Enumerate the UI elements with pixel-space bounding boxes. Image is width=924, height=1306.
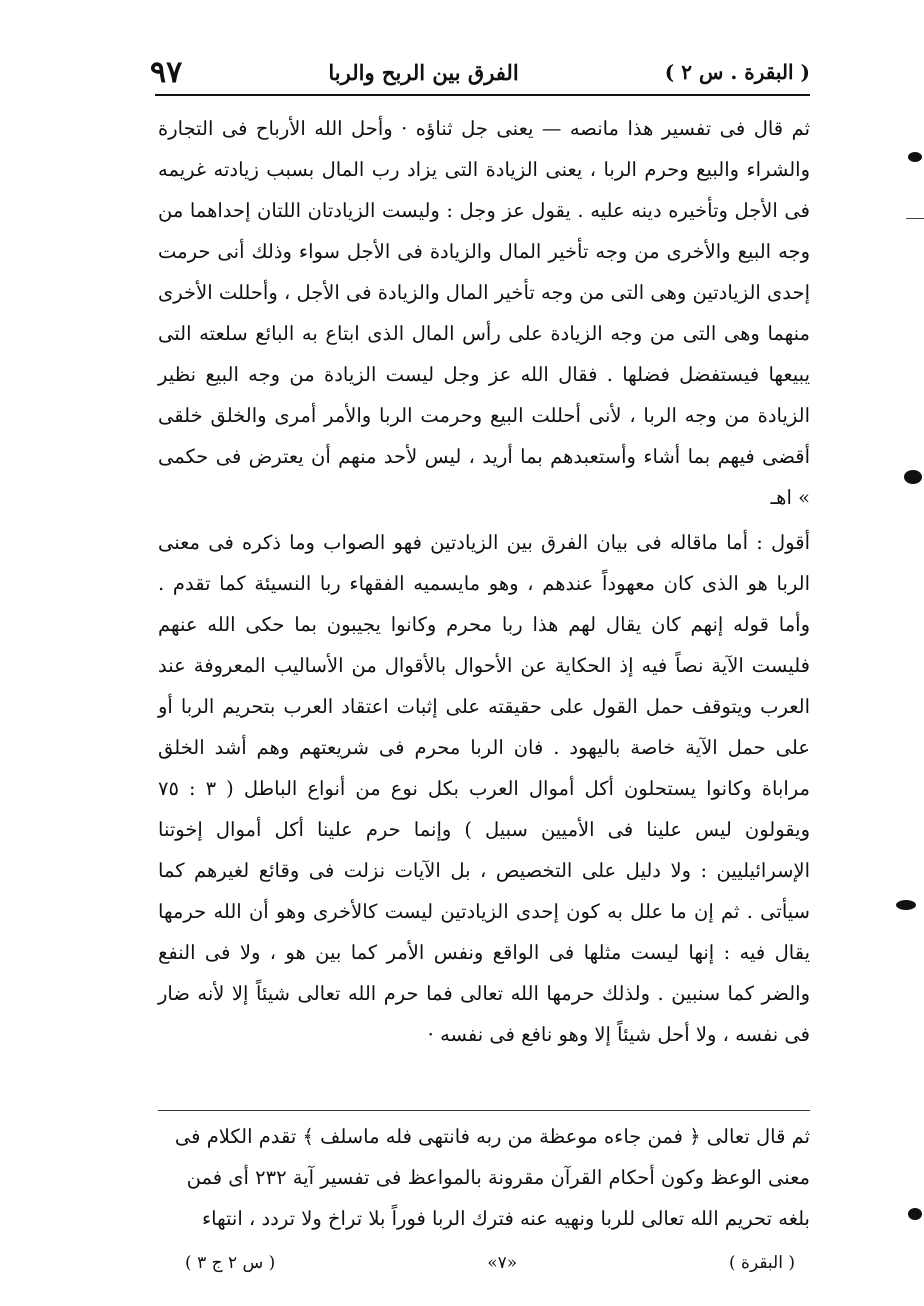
section-separator [158,1110,810,1111]
scan-mark [896,900,916,910]
paragraph-3: ثم قال تعالى ﴿ فمن جاءه موعظة من ربه فانتهى فله ماسلف ﴾ تقدم الكلام فى معنى الوعظ وكون أحكام القرآن مقرونة بالمواعظ فى تفسير آية ٢٣٢ أى فمن بلغه تحريم الله تعالى للربا ونهيه عنه فترك الربا فوراً بلا تراخ ولا تردد ، انتهاء [174,1125,810,1230]
scan-mark [908,1208,922,1220]
header-sura: ( البقرة . س ٢ ) [664,60,810,84]
scan-mark [908,152,922,162]
header-rule [155,94,810,96]
paragraph-2: أقول : أما ماقاله فى بيان الفرق بين الزيادتين فهو الصواب وما ذكره فى معنى الربا هو الذى كان معهوداً عندهم ، وهو مايسميه الفقهاء ربا النسيئة كما تقدم . وأما قوله إنهم كان يقال لهم هذا ربا محرم وكانوا يجيبون بما حكى الله عنهم فليست الآية نصاً فيه إذ الحكاية عن الأحوال بالأقوال من الأساليب المعروفة عند العرب ويتوقف حمل القول على حقيقته على إثبات اعتقاد العرب بتحريم الربا أو على حمل الآية خاصة باليهود . فان الربا محرم فى شريعتهم وهم أشد الخلق مراباة وكانوا يستحلون أكل أموال العرب بكل نوع من أنواع الباطل ( ٣ : ٧٥ ويقولون ليس علينا فى الأميين سبيل ) وإنما حرم علينا أكل أموال إخوتنا الإسرائيليين : ولا دليل على التخصيص ، بل الآيات نزلت فى وقائع لغيرهم كما سيأتى . ثم إن ما علل به كون إحدى الزيادتين ليست كالأخرى وهو أن الله حرمها يقال فيه : إنها ليست مثلها فى الواقع ونفس الأمر كما بين هو ، ولا فى النفع والضر كما سنبين . ولذلك حرمها الله تعالى فما حرم الله تعالى شيئاً إلا لأنه ضار فى نفسه ، ولا أحل شيئاً إلا وهو نافع فى نفسه · [158,531,811,1046]
scan-mark [904,470,922,484]
scan-edge-line [906,218,924,219]
page-number: ٩٧ [150,54,183,90]
footer-signature: «٧» [487,1253,518,1273]
paragraph-1: ثم قال فى تفسير هذا مانصه — يعنى جل ثناؤه · وأحل الله الأرباح فى التجارة والشراء والبيع وحرم الربا ، يعنى الزيادة التى يزاد رب المال بسبب زيادته غريمه فى الأجل وتأخيره دينه عليه . يقول عز وجل : وليست الزيادتان اللتان إحداهما من وجه البيع والأخرى من وجه تأخير المال والزيادة فى الأجل سواء وذلك أنى حرمت إحدى الزيادتين وهى التى من وجه تأخير المال والزيادة فى الأجل ، وأحللت الأخرى منهما وهى التى من وجه الزيادة على رأس المال الذى ابتاع به البائع سلعته التى يبيعها فيستفضل فضلها . فقال الله عز وجل ليست الزيادة من وجه البيع نظير الزيادة من وجه الربا ، لأنى أحللت البيع وحرمت الربا والأمر أمرى والخلق خلقى أقضى فيهم بما أشاء وأستعبدهم بما أريد ، ليس لأحد منهم أن يعترض فى حكمى » اهـ [158,117,810,509]
page-footer [185,1248,795,1278]
footer-volume: ( س ٢ ج ٣ ) [185,1253,276,1273]
footer-sura: ( البقرة ) [729,1253,795,1273]
header-title: الفرق بين الربح والربا [328,59,519,85]
page-body [158,108,810,1055]
page-header [150,52,810,92]
